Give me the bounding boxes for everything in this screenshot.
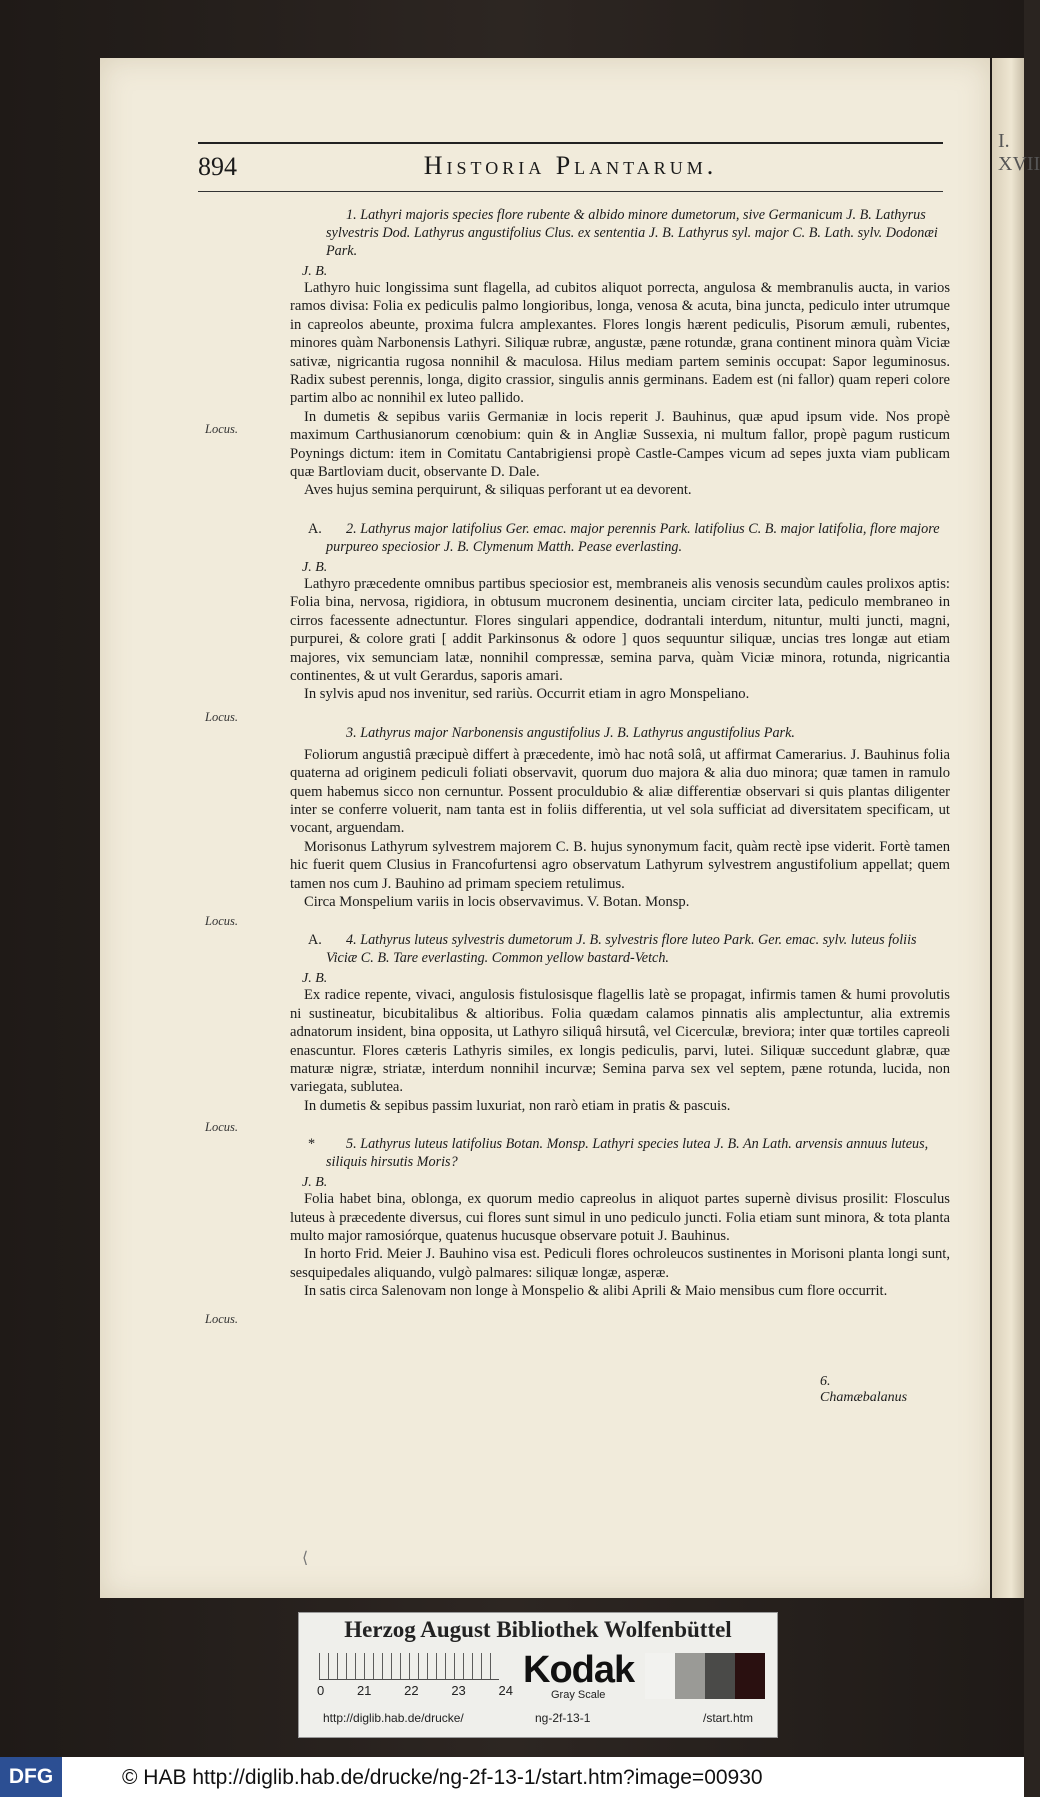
gray-patch xyxy=(675,1653,705,1699)
entry-paragraph: In satis circa Salenovam non longe à Monspelio & alibi Aprili & Maio mensibus cum flore occurrit. xyxy=(304,1283,888,1300)
pencil-mark: ⟨ xyxy=(302,1550,309,1567)
entry-paragraph: Morisonus Lathyrum sylvestrem majorem C. B. hujus synonymum facit, quàm rectè ipse viderit. Fortè tamen hic fuerit quem Clusius in Francofurtensi agro observatum Lathyrum sylvestrem angustifolium appellat; quem tamen nos cum J. Bauhino ad primam speciem retulimus. xyxy=(290,838,950,892)
entry-paragraph: In sylvis apud nos invenitur, sed rariùs. Occurrit etiam in agro Monspeliano. xyxy=(304,686,750,703)
entry-5 xyxy=(290,1135,950,1300)
card-brand: Kodak xyxy=(523,1649,635,1691)
entry-paragraph: Foliorum angustiâ præcipuè differt à præcedente, imò hac notâ solâ, ut affirmat Camerarius. J. Bauhinus folia quaterna ad originem pediculi foliati observavit, quorum duo majora & alia duo minora; quæ tamen in ramulo quem habemus sicco non cernuntur. Possent proculdubio & aliæ differentiæ observari si quis plantas diligenter inter se conferre voluerit, nam tanta est in foliis differentia, ut vel sola sufficiat ad diversitatem specificam, ut vocant, arguendam. xyxy=(290,746,950,837)
entry-author: J. B. xyxy=(302,971,328,987)
entry-heading: 1. Lathyri majoris species flore rubente & albido minore dumetorum, sive Germanicum J. B. Lathyrus sylvestris Dod. Lathyrus angustifolius Clus. ex sententia J. B. Lathyrus syl. major C. B. Lath. sylv. Dodonæi Park. xyxy=(326,207,938,259)
page-header xyxy=(198,142,943,192)
entry-paragraph: Circa Monspelium variis in locis observavimus. V. Botan. Monsp. xyxy=(304,893,690,910)
card-brand-sub: Gray Scale xyxy=(551,1689,606,1701)
entry-author: J. B. xyxy=(302,264,328,279)
color-calibration-card xyxy=(298,1612,778,1738)
entry-heading: A. 2. Lathyrus major latifolius Ger. emac. major perennis Park. latifolius C. B. major latifolia, flore majore purpureo speciosior J. B. Clymenum Matth. Pease everlasting. xyxy=(308,520,940,555)
entry-paragraph: Lathyro præcedente omnibus partibus speciosior est, membraneis alis venosis secundùm caules prolixos aptis: Folia bina, nervosa, rigidiora, in obtusum mucronem desinentia, unciam circiter lata, pediculo membraneo in cirros facessente adnectuntur. Flores singulari appendice, dodrantali interdum, nituntur, multi juncti, magni, purpurei, & colore grati [ addit Parkinsonus & odore ] quos sequuntur siliquæ, uncias tres longæ aut etiam majores, vix semunciam latæ, nonnihil compressæ, semina parva, quàm Viciæ minora, rotunda, nigricantia continentes, & ut vult Gerardus, saporis amari. xyxy=(290,575,950,684)
entry-2 xyxy=(290,520,950,704)
entry-heading: * 5. Lathyrus luteus latifolius Botan. Monsp. Lathyri species lutea J. B. An Lath. arvensis annuus luteus, siliquis hirsutis Moris? xyxy=(308,1136,929,1171)
header-rule-top xyxy=(198,142,943,144)
next-page-edge xyxy=(992,58,1040,1598)
entry-paragraph: In dumetis & sepibus variis Germaniæ in locis reperit J. Bauhinus, quæ apud ipsum vide. Nos propè maximum Carthusianorum cœnobium: quin & in Angliæ Sussexia, ni multum fallor, propè pagum rusticum Poynings dictum: item in Comitatu Cantabrigiensi propè Castle-Campes vicum ad sepes juxta viam publicam quæ Bartloviam ducit, observante D. Dale. xyxy=(290,408,950,481)
gray-scale-patches xyxy=(645,1653,765,1699)
entry-mark: A. xyxy=(308,932,322,949)
card-url-part: /start.htm xyxy=(703,1711,754,1725)
card-url-part: ng-2f-13-1 xyxy=(535,1711,591,1725)
copyright-link[interactable]: © HAB http://diglib.hab.de/drucke/ng-2f-13-1/start.htm?image=00930 xyxy=(122,1766,763,1789)
next-page-edge-text: I. XVII xyxy=(998,130,1040,175)
margin-label-locus: Locus. xyxy=(205,422,238,436)
entry-author: J. B. xyxy=(302,559,328,575)
card-ruler xyxy=(319,1653,499,1680)
gray-patch xyxy=(645,1653,675,1699)
entry-paragraph: Aves hujus semina perquirunt, & siliquas perforant ut ea devorent. xyxy=(304,482,692,499)
entry-paragraph: Ex radice repente, vivaci, angulosis fistulosisque flagellis latè se propagat, infirmis tamen & humi provolutis ni sustineatur, bicubitalibus & altioribus. Folia quædam calamos pinnatis alis amplectuntur, alia extremis adnatorum insident, bina opposita, ut Lathyro siliquâ hirsutâ, vel Cicerculæ, breviora; inter quæ tortiles capreoli enascuntur. Flores cæteris Lathyris similes, ex longis pediculis, parvi, lutei. Siliquæ succedunt glabræ, quæ maturæ nigræ, striatæ, interdum nonnihil incurvæ; Semina parva sex vel septem, pæne rotunda, lucida, non variegata, sublutea. xyxy=(290,987,950,1096)
margin-label-locus: Locus. xyxy=(205,1120,238,1134)
entry-mark: A. xyxy=(308,520,322,537)
entry-3 xyxy=(290,724,950,912)
footer-bar xyxy=(0,1757,1024,1797)
header-rule-bottom xyxy=(198,191,943,192)
margin-label-locus: Locus. xyxy=(205,914,238,928)
card-url-part: http://diglib.hab.de/drucke/ xyxy=(323,1711,464,1725)
entry-heading: 3. Lathyrus major Narbonensis angustifolius J. B. Lathyrus angustifolius Park. xyxy=(346,724,795,741)
running-title: Historia Plantarum. xyxy=(423,151,718,180)
entry-4 xyxy=(290,931,950,1115)
entry-heading: A. 4. Lathyrus luteus sylvestris dumetorum J. B. sylvestris flore luteo Park. Ger. emac. sylv. luteus foliis Viciæ C. B. Tare everlasting. Common yellow bastard-Vetch. xyxy=(308,932,917,967)
entry-paragraph: Folia habet bina, oblonga, ex quorum medio capreolus in aliquot partes supernè divisus prosilit: Flosculus luteus à præcedente diversus, cui flores sunt simul in uno pediculo juncti. Folia etiam sunt minora, & tota planta multo major ramosiórque, quatenus hucusque observare potuit J. Bauhinus. xyxy=(290,1191,950,1245)
entry-mark: * xyxy=(308,1136,316,1153)
entry-paragraph: In horto Frid. Meier J. Bauhino visa est. Pediculi flores ochroleucos sustinentes in Morisoni planta longi sunt, sesquipedales aliquando, vulgò palmares: siliquæ longæ, asperæ. xyxy=(290,1246,950,1281)
card-scale-numbers: 0 21 22 23 24 xyxy=(317,1683,513,1698)
entry-paragraph: Lathyro huic longissima sunt flagella, ad cubitos aliquot porrecta, angulosa & membranulis aucta, in varios ramos divisa: Folia ex pediculis palmo longioribus, longa, venosa & acuta, bina juncta, pediculo inter utrumque in capreolos abeunte, proxima fulcra amplexantes. Flores longis hærent pediculis, Pisorum æmuli, rubentes, minores quàm Narbonensis Lathyri. Siliquæ rubræ, angustæ, pæne rotundæ, grana continent minora quàm Viciæ sativæ, nigricantia rugosa nonnihil & maculosa. Hilus mediam partem seminis occupat: Sapor leguminosus. Radix subest perennis, longa, digito crassior, singulis annis germinans. Eadem est (ni fallor) quam reperi colore partim albo ac nonnihil ex luteo pallido. xyxy=(290,280,950,407)
catchword: 6. Chamæbalanus xyxy=(820,1374,908,1405)
margin-label-locus: Locus. xyxy=(205,710,238,724)
gray-patch xyxy=(735,1653,765,1699)
entry-author: J. B. xyxy=(302,1175,328,1191)
gray-patch xyxy=(705,1653,735,1699)
card-institution: Herzog August Bibliothek Wolfenbüttel xyxy=(344,1617,732,1642)
dfg-logo[interactable]: DFG xyxy=(0,1757,62,1797)
margin-label-locus: Locus. xyxy=(205,1312,238,1326)
main-text xyxy=(290,206,950,1307)
page-number: 894 xyxy=(198,152,237,181)
entry-1 xyxy=(290,206,950,500)
entry-paragraph: In dumetis & sepibus passim luxuriat, non rarò etiam in pratis & pascuis. xyxy=(304,1097,731,1114)
